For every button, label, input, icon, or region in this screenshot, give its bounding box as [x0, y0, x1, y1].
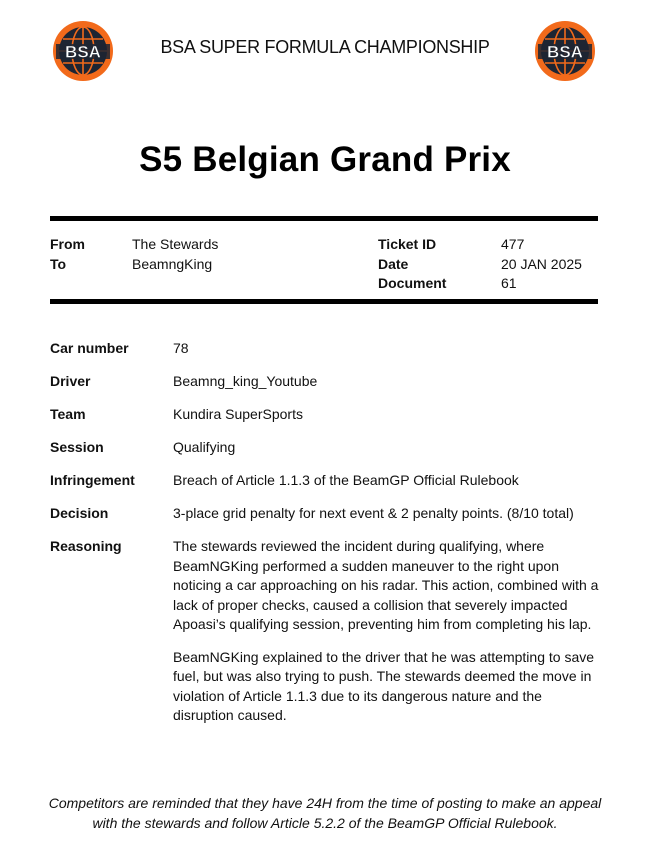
- row-team: [50, 405, 600, 425]
- reasoning-paragraph-2: BeamNGKing explained to the driver that he was attempting to save fuel, but was also trying to push. The stewards deemed the move in violation of Article 1.1.3 due to its dangerous nature and the disruption caused.: [173, 648, 595, 723]
- team-label: Team: [50, 406, 86, 422]
- session-label: Session: [50, 439, 104, 455]
- ticket-id-value: 477: [501, 236, 525, 252]
- meta-left-labels: [50, 235, 85, 274]
- meta-right-labels: [378, 235, 446, 294]
- reasoning-label: Reasoning: [50, 538, 122, 554]
- divider-top: [50, 216, 598, 221]
- event-title: S5 Belgian Grand Prix: [139, 140, 511, 179]
- driver-value: Beamng_king_Youtube: [173, 373, 318, 389]
- row-session: [50, 438, 600, 458]
- document-label: Document: [378, 275, 447, 291]
- ticket-id-label: Ticket ID: [378, 236, 437, 252]
- date-value: 20 JAN 2025: [501, 255, 582, 272]
- meta-right-values: [501, 235, 582, 294]
- bsa-logo-right: [532, 20, 598, 82]
- to-label: To: [50, 255, 67, 272]
- row-reasoning: [50, 537, 600, 739]
- driver-label: Driver: [50, 373, 91, 389]
- document-value: 61: [501, 275, 517, 291]
- to-value: BeamngKing: [132, 255, 213, 272]
- car-number-label: Car number: [50, 340, 129, 356]
- reasoning-paragraph-1: The stewards reviewed the incident during qualifying, where BeamNGKing performed a sudden maneuver to the right upon noticing a car approaching on his radar. This action, combined with a lack of proper checks, caused a collision that severely impacted Apoasi’s qualifying session, preventing him from completing his lap.: [173, 538, 599, 632]
- divider-bottom: [50, 299, 598, 304]
- row-car-number: [50, 339, 600, 359]
- session-value: Qualifying: [173, 439, 236, 455]
- decision-value: 3-place grid penalty for next event & 2 penalty points. (8/10 total): [173, 505, 574, 521]
- date-label: Date: [378, 255, 409, 272]
- org-title: BSA SUPER FORMULA CHAMPIONSHIP: [160, 37, 490, 57]
- logo-left-text: BSA: [65, 42, 101, 62]
- from-value: The Stewards: [132, 236, 219, 252]
- reasoning-value: [173, 537, 600, 739]
- infringement-label: Infringement: [50, 472, 135, 488]
- car-number-value: 78: [173, 340, 189, 356]
- decision-details: [50, 339, 600, 752]
- infringement-value: Breach of Article 1.1.3 of the BeamGP Official Rulebook: [173, 472, 519, 488]
- meta-left-values: [132, 235, 218, 274]
- row-decision: [50, 504, 600, 524]
- appeal-notice: Competitors are reminded that they have 24H from the time of posting to make an appeal with the stewards and follow Article 5.2.2 of the BeamGP Official Rulebook.: [48, 795, 602, 831]
- logo-right-text: BSA: [547, 42, 583, 62]
- from-label: From: [50, 236, 85, 252]
- row-driver: [50, 372, 600, 392]
- row-infringement: [50, 471, 600, 491]
- bsa-logo-left: [50, 20, 116, 82]
- team-value: Kundira SuperSports: [173, 406, 303, 422]
- decision-label: Decision: [50, 505, 109, 521]
